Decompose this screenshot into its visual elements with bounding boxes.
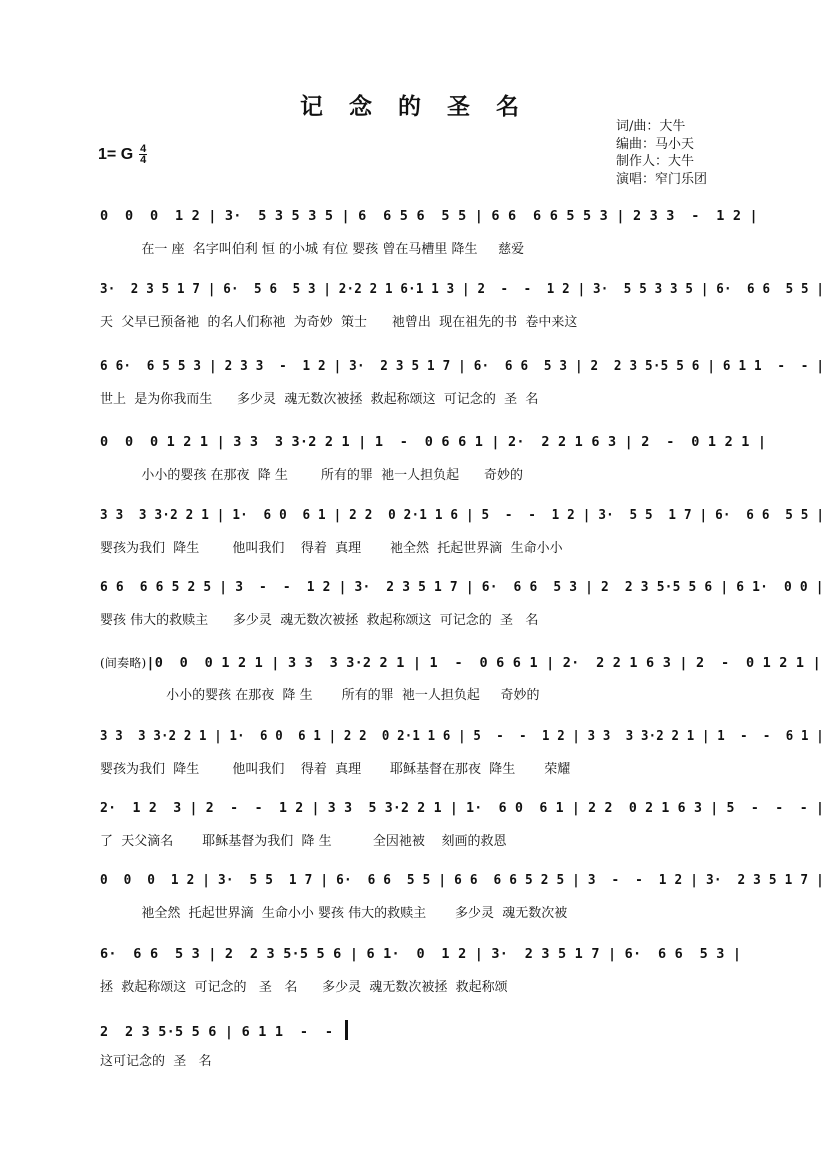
key-label: 1= G — [98, 145, 134, 163]
song-title: 记 念 的 圣 名 — [299, 93, 529, 120]
credit-performer: 演唱：窄门乐团 — [616, 171, 708, 187]
credit-lyricist-composer: 词/曲：大牛 — [616, 119, 686, 134]
lyrics-row: 在一 座 名字叫伯利 恒 的小城 有位 婴孩 曾在马槽里 降生 慈爱 — [100, 242, 525, 257]
lyrics-row: 婴孩为我们 降生 他叫我们 得着 真理 祂全然 托起世界滴 生命小小 — [100, 541, 563, 556]
lyrics-row: 拯 救起称颂这 可记念的 圣 名 多少灵 魂无数次被拯 救起称颂 — [100, 980, 508, 995]
notation-row: 3· 2 3 5 1 7 | 6· 5 6 5 3 | 2·2 2 1 6·1 1 3 | 2 - - 1 2 | 3· 5 5 3 3 5 | 6· 6 6 5 5 | — [100, 281, 825, 297]
notation-text: 2 2 3 5·5 5 6 | 6 1 1 - - — [100, 1024, 342, 1040]
lyrics-row: 婴孩为我们 降生 他叫我们 得着 真理 耶稣基督在那夜 降生 荣耀 — [100, 762, 571, 777]
notation-row: 6 6 6 6 5 2 5 | 3 - - 1 2 | 3· 2 3 5 1 7 | 6· 6 6 5 3 | 2 2 3 5·5 5 6 | 6 1· 0 0 | — [100, 579, 824, 595]
credit-arranger: 编曲：马小天 — [616, 136, 695, 152]
notation-row: 6 6· 6 5 5 3 | 2 3 3 - 1 2 | 3· 2 3 5 1 7 | 6· 6 6 5 3 | 2 2 3 5·5 5 6 | 6 1 1 - - | — [100, 358, 825, 374]
final-barline — [345, 1020, 348, 1040]
notation-text: |0 0 0 1 2 1 | 3 3 3 3·2 2 1 | 1 - 0 6 6 1 | 2· 2 2 1 6 3 | 2 - 0 1 2 1 | — [146, 655, 821, 671]
time-signature — [139, 144, 147, 165]
notation-row — [100, 1020, 348, 1040]
notation-row: 0 0 0 1 2 | 3· 5 5 1 7 | 6· 6 6 5 5 | 6 6 6 6 5 2 5 | 3 - - 1 2 | 3· 2 3 5 1 7 | — [100, 872, 825, 888]
notation-row: 3 3 3 3·2 2 1 | 1· 6 0 6 1 | 2 2 0 2·1 1 6 | 5 - - 1 2 | 3· 5 5 1 7 | 6· 6 6 5 5 | — [100, 507, 825, 523]
lyrics-row: 世上 是为你我而生 多少灵 魂无数次被拯 救起称颂这 可记念的 圣 名 — [100, 392, 539, 407]
notation-row — [100, 654, 821, 671]
key-signature — [98, 144, 147, 165]
credit-producer: 制作人：大牛 — [616, 154, 695, 169]
lyrics-row: 小小的婴孩 在那夜 降 生 所有的罪 祂一人担负起 奇妙的 — [100, 688, 540, 703]
lyrics-row: 婴孩 伟大的救赎主 多少灵 魂无数次被拯 救起称颂这 可记念的 圣 名 — [100, 613, 539, 628]
lyrics-row: 祂全然 托起世界滴 生命小小 婴孩 伟大的救赎主 多少灵 魂无数次被 — [100, 906, 568, 921]
time-signature-top: 4 — [140, 143, 147, 155]
notation-row: 6· 6 6 5 3 | 2 2 3 5·5 5 6 | 6 1· 0 1 2 | 3· 2 3 5 1 7 | 6· 6 6 5 3 | — [100, 946, 742, 962]
interlude-note: (间奏略) — [100, 656, 147, 670]
lyrics-row: 天 父早已预备祂 的名人们称祂 为奇妙 策士 祂曾出 现在祖先的书 卷中来这 — [100, 315, 578, 330]
notation-row: 2· 1 2 3 | 2 - - 1 2 | 3 3 5 3·2 2 1 | 1· 6 0 6 1 | 2 2 0 2 1 6 3 | 5 - - - | — [100, 800, 825, 816]
notation-row: 0 0 0 1 2 1 | 3 3 3 3·2 2 1 | 1 - 0 6 6 1 | 2· 2 2 1 6 3 | 2 - 0 1 2 1 | — [100, 434, 767, 450]
credits-block — [616, 118, 707, 188]
time-signature-bottom: 4 — [140, 154, 147, 166]
lyrics-row: 这可记念的 圣 名 — [100, 1054, 212, 1069]
lyrics-row: 了 天父滴名 耶稣基督为我们 降 生 全因祂被 刻画的救恩 — [100, 834, 507, 849]
notation-row: 0 0 0 1 2 | 3· 5 3 5 3 5 | 6 6 5 6 5 5 | 6 6 6 6 5 5 3 | 2 3 3 - 1 2 | — [100, 208, 758, 224]
notation-row: 3 3 3 3·2 2 1 | 1· 6 0 6 1 | 2 2 0 2·1 1 6 | 5 - - 1 2 | 3 3 3 3·2 2 1 | 1 - - 6 1 | — [100, 728, 824, 744]
lyrics-row: 小小的婴孩 在那夜 降 生 所有的罪 祂一人担负起 奇妙的 — [100, 468, 523, 483]
